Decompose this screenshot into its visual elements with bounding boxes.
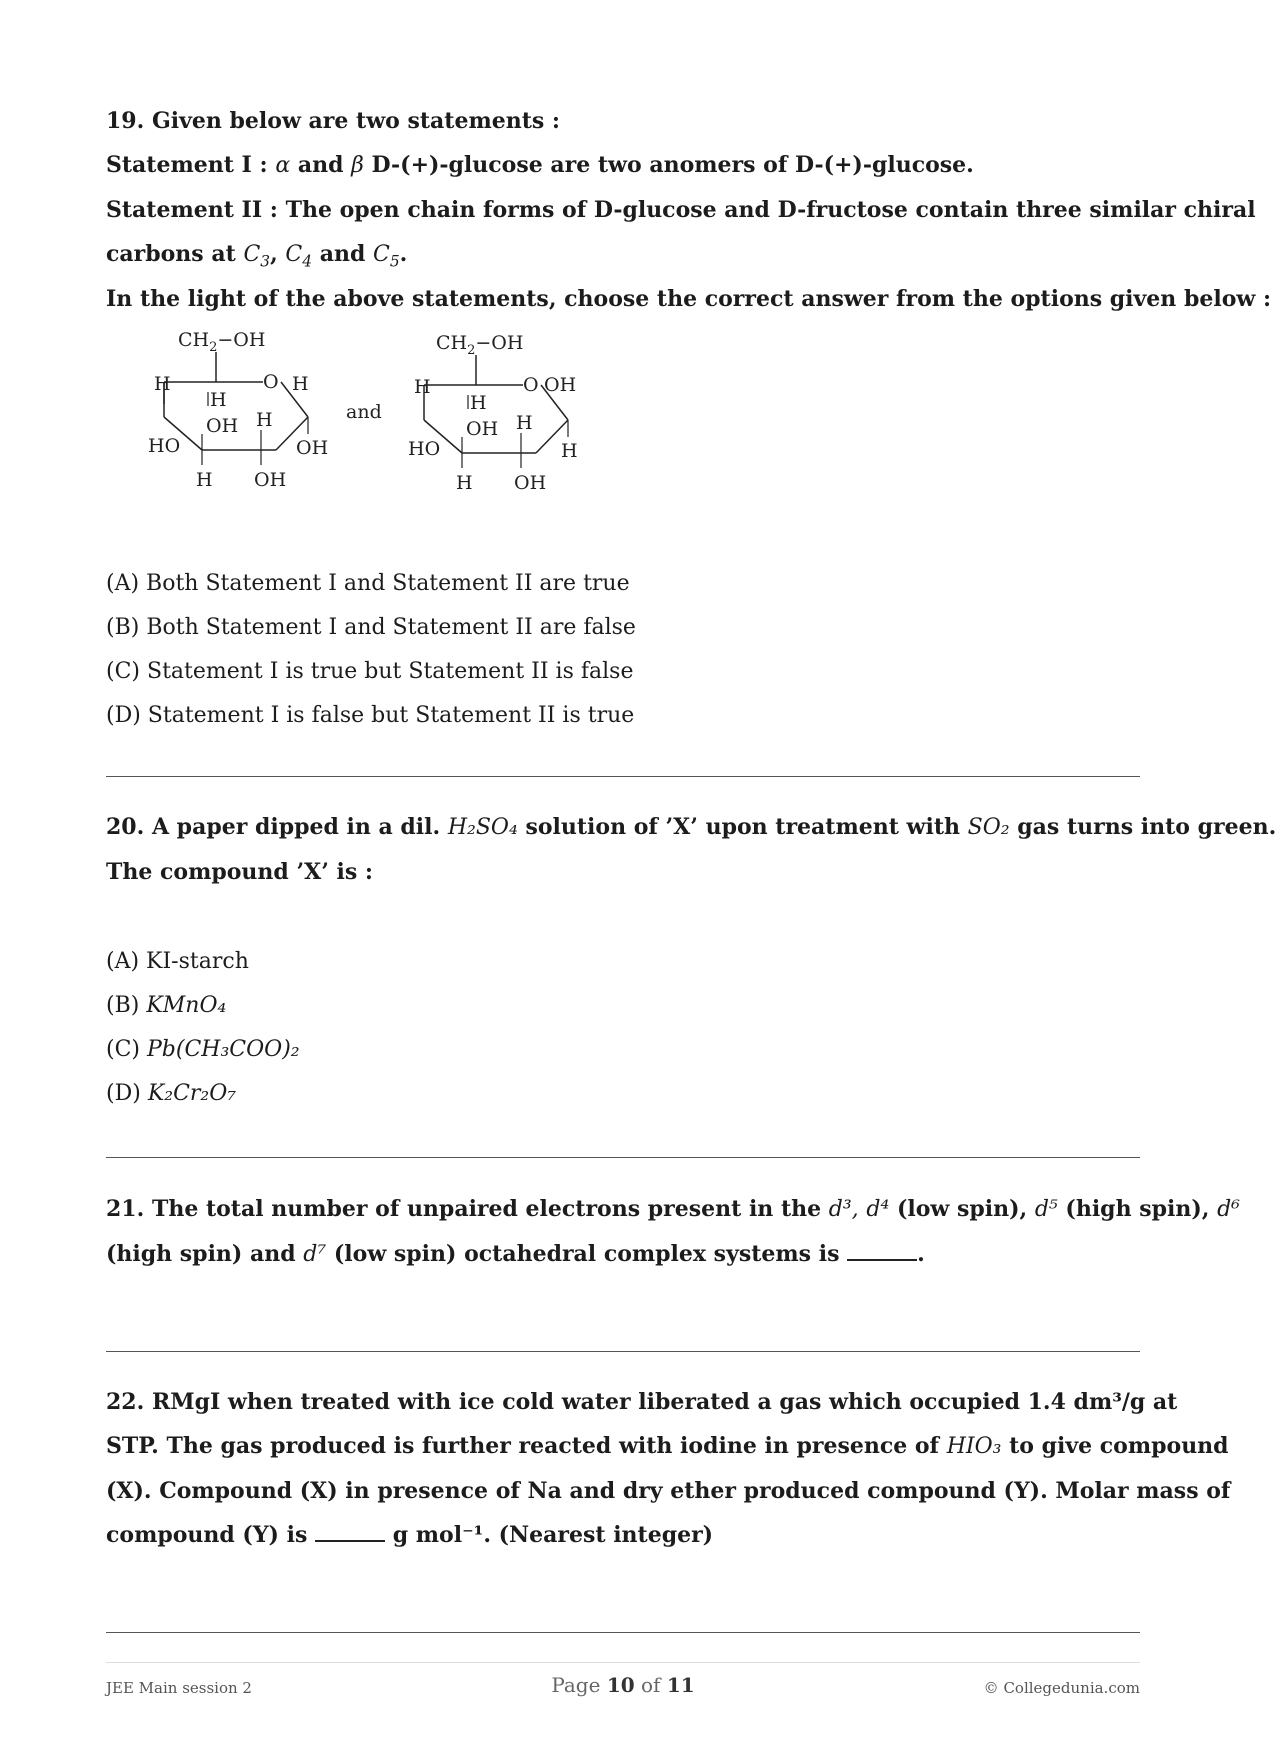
of-word: of [641,1673,661,1697]
carbon-label: C [373,242,390,267]
option-d[interactable] [106,1072,1140,1116]
answer-blank[interactable] [847,1237,917,1261]
question-19: 19. Given below are two statements : Statement I : α and β D-(+)-glucose are two anomers of D-(+)-glucose. Statement II : The open chain forms of D-glucose and D-fructose contain three similar chiral carbons at $C_3$, $C_4$ and $C_5$. In the light of the above statements, choose the correct answer from the options given below : [106,108,1272,312]
question-text: The compound ’X’ is : [106,859,374,885]
d5-config: d⁵ [1034,1197,1058,1222]
h-label: H [561,440,578,462]
question-text: (high spin) and [106,1241,296,1267]
question-text: STP. The gas produced is further reacted with iodine in presence of [106,1433,940,1459]
so2-formula: SO₂ [967,815,1010,840]
option-label: (D) [106,1081,141,1106]
statement-1-text: D-(+)-glucose are two anomers of D-(+)-glucose. [371,152,974,178]
option-a[interactable]: (A) KI-starch [106,949,249,974]
question-text: solution of ’X’ upon treatment with [525,814,960,840]
question-number: 22. [106,1389,145,1415]
carbon-subscript: 5 [389,252,400,271]
oh-label: OH [514,472,547,494]
question-text: g mol⁻¹. (Nearest integer) [392,1522,714,1548]
statement-text: and [297,152,344,178]
and-label: and [346,401,382,423]
carbon-label: C [243,242,261,267]
page-number: 10 [606,1673,635,1697]
question-intro: Given below are two statements : [151,108,561,134]
question-22 [106,1380,1231,1557]
carbon-label: C [285,242,303,267]
hio3-formula: HIO₃ [946,1434,1002,1459]
statement-2-text: The open chain forms of D-glucose and D-fructose contain three similar chiral [285,197,1256,223]
oh-label: OH [254,469,287,491]
question-20-options [106,940,1140,1116]
alpha-glucose-structure [148,329,328,491]
question-text: (X). Compound (X) in presence of Na and dry ether produced compound (Y). Molar mass of [106,1478,1231,1504]
ch2oh-label: $CH_2-OH$ [178,329,266,355]
question-text: (low spin) octahedral complex systems is [333,1241,840,1267]
question-instruction: In the light of the above statements, choose the correct answer from the options given below : [106,286,1272,312]
h2so4-formula: H₂SO₄ [447,815,518,840]
h-label: H [196,469,213,491]
page-word: Page [551,1673,601,1697]
kmno4-formula: KMnO₄ [146,993,227,1018]
question-text: (high spin), [1065,1196,1210,1222]
h-label: H [292,373,309,395]
option-c[interactable] [106,1028,1140,1072]
statement-2-label: Statement II : [106,197,278,223]
question-text: (low spin), [896,1196,1028,1222]
d6-config: d⁶ [1217,1197,1240,1222]
question-text: . [917,1241,925,1267]
ho-label: HO [408,438,441,460]
oh-label: OH [206,415,239,437]
question-number: 21. [106,1196,145,1222]
h-label: H [154,373,171,395]
question-text: The total number of unpaired electrons present in the [151,1196,822,1222]
answer-blank[interactable] [315,1518,385,1542]
divider [106,1157,1140,1158]
carbon-subscript: 4 [302,252,313,271]
d3-config: d³, [828,1197,859,1222]
beta-glucose-structure [408,332,578,494]
ring-oxygen: O [523,374,539,396]
question-20 [106,805,1276,894]
copyright: © Collegedunia.com [983,1679,1140,1697]
h-label: H [210,389,227,411]
statement-2-continuation: carbons at [106,241,236,267]
page-footer [106,1662,1140,1703]
d4-config: d⁴ [866,1197,890,1222]
question-number: 19. [106,108,145,134]
question-text: compound (Y) is [106,1522,308,1548]
divider [106,1351,1140,1352]
alpha-symbol: α [275,153,291,178]
ring-oxygen: O [263,371,279,393]
page-total: 11 [666,1673,695,1697]
h-label: H [470,392,487,414]
h-label: H [256,409,273,431]
divider [106,776,1140,777]
question-21 [106,1187,1240,1277]
h-label: H [516,412,533,434]
statement-text: and [319,241,366,267]
beta-symbol: β [351,153,364,178]
question-text: to give compound [1009,1433,1229,1459]
oh-label: OH [544,374,577,396]
option-c[interactable]: (C) Statement I is true but Statement II is false [106,659,634,684]
divider [106,1632,1140,1633]
question-text: gas turns into green. [1017,814,1276,840]
carbon-subscript: 3 [260,252,271,271]
ch2oh-label: $CH_2-OH$ [436,332,524,358]
question-text: A paper dipped in a dil. [151,814,441,840]
question-19-options [106,562,1140,738]
statement-1-label: Statement I : [106,152,268,178]
ho-label: HO [148,435,181,457]
oh-label: OH [466,418,499,440]
h-label: H [456,472,473,494]
option-label: (C) [106,1037,140,1062]
option-b[interactable] [106,984,1140,1028]
option-d[interactable]: (D) Statement I is false but Statement II is true [106,703,635,728]
lead-acetate-formula: Pb(CH₃COO)₂ [147,1037,300,1062]
option-b[interactable]: (B) Both Statement I and Statement II are false [106,615,636,640]
h-label: H [414,376,431,398]
option-a[interactable]: (A) Both Statement I and Statement II are true [106,571,630,596]
exam-name: JEE Main session 2 [106,1679,252,1697]
dichromate-formula: K₂Cr₂O₇ [147,1081,237,1106]
d7-config: d⁷ [303,1242,327,1267]
glucose-anomers-diagram [126,322,766,502]
option-label: (B) [106,993,140,1018]
question-text: RMgI when treated with ice cold water liberated a gas which occupied 1.4 dm³/g at [151,1389,1178,1415]
question-number: 20. [106,814,145,840]
oh-label: OH [296,437,329,459]
